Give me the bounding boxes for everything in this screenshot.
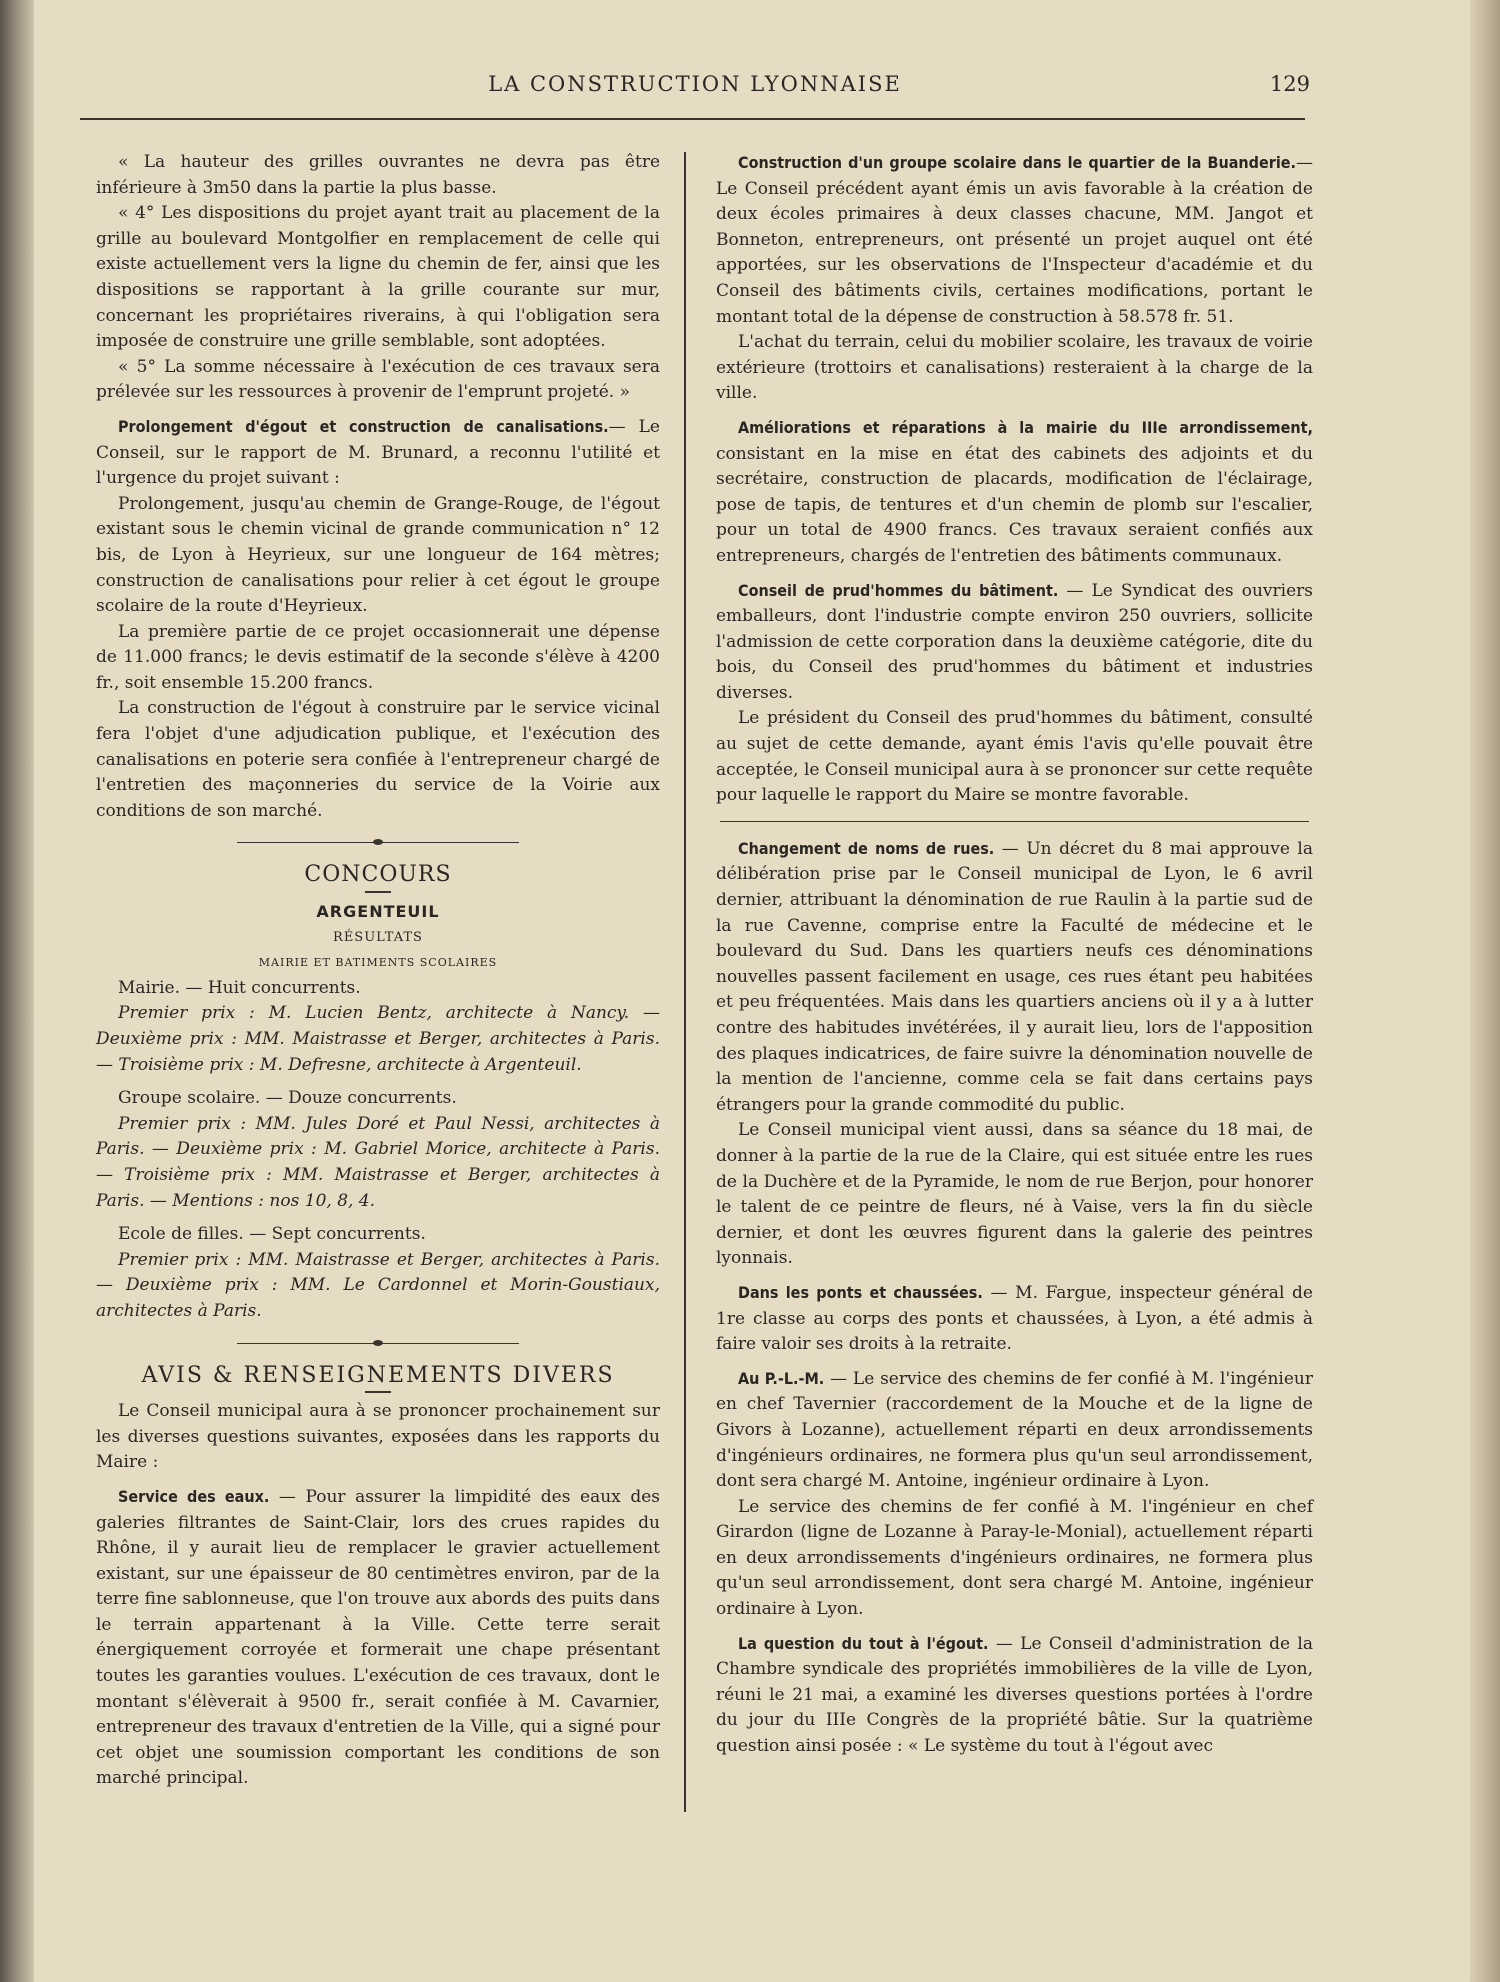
article-ponts-chaussees bbox=[716, 1280, 1313, 1358]
paragraph: Le Conseil municipal aura à se prononcer prochainement sur les diverses questions suivantes, exposées dans les rapports du Maire : bbox=[96, 1401, 660, 1473]
article-prolongement-egout bbox=[96, 414, 660, 492]
section-separator bbox=[96, 832, 660, 854]
article-text: — M. Fargue, inspecteur général de 1re classe au corps des ponts et chaussées, à Lyon, a été admis à faire valoir ses droits à la retraite. bbox=[716, 1282, 1313, 1355]
competition-results: Premier prix : MM. Maistrasse et Berger, architectes à Paris. — Deuxième prix : MM. Le Cardonnel et Morin-Goustiaux, architectes à Paris. bbox=[96, 1249, 660, 1321]
paragraph: « La hauteur des grilles ouvrantes ne devra pas être inférieure à 3m50 dans la partie la plus basse. bbox=[96, 152, 660, 198]
article-mairie-iii bbox=[716, 415, 1313, 570]
article-heading: Dans les ponts et chaussées. bbox=[738, 1282, 983, 1302]
running-header bbox=[80, 72, 1310, 108]
competition-results: Premier prix : M. Lucien Bentz, architecte à Nancy. — Deuxième prix : MM. Maistrasse et Berger, architectes à Paris. — Troisième prix : M. Defresne, architecte à Argenteuil. bbox=[96, 1003, 660, 1075]
article-text: — Le service des chemins de fer confié à M. l'ingénieur en chef Tavernier (raccordement de la Mouche et de la ligne de Givors à Lozanne), actuellement réparti en deux arrondissements d'ingénieurs ordinaires, ne formera plus qu'un seul arrondissement, dont sera chargé M. Antoine, ingénieur ordinaire à Lyon. bbox=[716, 1368, 1313, 1492]
article-text: — Pour assurer la limpidité des eaux des galeries filtrantes de Saint-Clair, lors des crues rapides du Rhône, il y aurait lieu de remplacer le gravier actuellement existant, sur une épaisseur de 80 centimètres environ, par de la terre fine sablonneuse, que l'on trouve aux abords des puits dans le terrain appartenant à la Ville. Cette terre serait énergiquement corroyée et formerait une chape présentant toutes les garanties voulues. L'exécution de ces travaux, dont le montant s'élèverait à 9500 fr., serait confiée à M. Cavarnier, entrepreneur des travaux d'entretien de la Ville, qui a signé pour cet objet une soumission comportant les conditions de son marché principal. bbox=[96, 1486, 660, 1789]
right-column bbox=[716, 150, 1313, 1760]
article-heading: La question du tout à l'égout. bbox=[738, 1633, 989, 1653]
paragraph: Le service des chemins de fer confié à M. l'ingénieur en chef Girardon (ligne de Lozanne à Paray-le-Monial), actuellement réparti en deux arrondissements d'ingénieurs ordinaires, ne formera plus qu'un seul arrondissement, dont sera chargé M. Antoine, ingénieur ordinaire à Lyon. bbox=[716, 1496, 1313, 1620]
article-text: — Le Conseil, sur le rapport de M. Brunard, a reconnu l'utilité et l'urgence du projet suivant : bbox=[96, 416, 660, 489]
article-heading: Conseil de prud'hommes du bâtiment. bbox=[738, 580, 1059, 600]
column-divider bbox=[684, 152, 686, 1812]
article-heading: Construction d'un groupe scolaire dans le quartier de la Buanderie. bbox=[738, 153, 1296, 172]
article-heading: Prolongement d'égout et construction de canalisations. bbox=[118, 416, 609, 436]
article-heading: Au P.-L.-M. bbox=[738, 1368, 825, 1388]
journal-title: LA CONSTRUCTION LYONNAISE bbox=[488, 72, 902, 96]
paragraph: Le président du Conseil des prud'hommes du bâtiment, consulté au sujet de cette demande, ayant émis l'avis qu'elle pouvait être acceptée, le Conseil municipal aura à se prononcer sur cette requête pour laquelle le rapport du Maire se montre favorable. bbox=[716, 708, 1313, 806]
section-title-concours: CONCOURS bbox=[304, 862, 452, 888]
page-edge-right bbox=[1470, 0, 1500, 1982]
header-rule bbox=[80, 118, 1305, 120]
competition-results: Premier prix : MM. Jules Doré et Paul Nessi, architectes à Paris. — Deuxième prix : M. Gabriel Morice, architecte à Paris. — Troisième prix : MM. Maistrasse et Berger, architectes à Paris. — Mentions : nos 10, 8, 4. bbox=[96, 1113, 660, 1211]
article-heading: Améliorations et réparations à la mairie du IIIe arrondissement, bbox=[738, 417, 1313, 437]
article-prudhommes bbox=[716, 578, 1313, 707]
article-text: — Le Conseil précédent ayant émis un avis favorable à la création de deux écoles primaires à deux classes chacune, MM. Jangot et Bonneton, entrepreneurs, ont présenté un projet auquel ont été apportées, sur les observations de l'Inspecteur d'académie et du Conseil des bâtiments civils, certaines modifications, portant le montant total de la dépense de construction à 58.578 fr. 51. bbox=[716, 153, 1313, 327]
paragraph: La construction de l'égout à construire par le service vicinal fera l'objet d'une adjudication publique, et l'exécution des canalisations en poterie sera confiée à l'entrepreneur chargé de l'entretien des maçonneries du service de la Voirie aux conditions de son marché. bbox=[96, 698, 660, 821]
section-separator bbox=[96, 1333, 660, 1355]
article-text: — Le Conseil d'administration de la Chambre syndicale des propriétés immobilières de la ville de Lyon, réuni le 21 mai, a examiné les diverses questions portées à l'ordre du jour du IIIe Congrès de la propriété bâtie. Sur la quatrième question ainsi posée : « Le système du tout à l'égout avec bbox=[716, 1633, 1313, 1757]
paragraph: L'achat du terrain, celui du mobilier scolaire, les travaux de voirie extérieure (trottoirs et canalisations) resteraient à la charge de la ville. bbox=[716, 332, 1313, 404]
competition-entry: Mairie. — Huit concurrents. bbox=[118, 977, 361, 998]
article-text: — Un décret du 8 mai approuve la délibération prise par le Conseil municipal de Lyon, le 6 avril dernier, attribuant la dénomination de rue Raulin à la partie sud de la rue Cavenne, comprise entre la Faculté de médecine et le boulevard du Sud. Dans les quartiers neufs ces dénominations nouvelles passent facilement en usage, ces rues étant peu habitées et peu fréquentées. Mais dans les quartiers anciens où il y a à lutter contre des habitudes invétérées, il y aurait lieu, lors de l'apposition des plaques indicatrices, de faire suivre la dénomination nouvelle de la mention de l'ancienne, comme cela se fait dans certains pays étrangers pour la grande commodité du public. bbox=[716, 838, 1313, 1115]
competition-entry: Ecole de filles. — Sept concurrents. bbox=[118, 1224, 426, 1245]
title-underline bbox=[365, 1391, 391, 1393]
article-groupe-scolaire bbox=[716, 150, 1313, 330]
article-service-eaux bbox=[96, 1484, 660, 1792]
paragraph: Le Conseil municipal vient aussi, dans sa séance du 18 mai, de donner à la partie de la rue de la Claire, qui est située entre les rues de la Duchère et de la Pyramide, le nom de rue Berjon, pour honorer le talent de ce peintre de fleurs, né à Vaise, vers la fin du siècle dernier, et dont les œuvres figurent dans la galerie des peintres lyonnais. bbox=[716, 1120, 1313, 1269]
section-title-avis: AVIS & RENSEIGNEMENTS DIVERS bbox=[141, 1362, 615, 1388]
binding-edge-left bbox=[0, 0, 34, 1982]
section-rule bbox=[720, 821, 1309, 822]
article-plm bbox=[716, 1366, 1313, 1495]
subsection-mairie-batiments: MAIRIE ET BATIMENTS SCOLAIRES bbox=[258, 956, 498, 970]
article-tout-a-legout bbox=[716, 1631, 1313, 1760]
subsection-resultats: RÉSULTATS bbox=[333, 929, 423, 945]
article-text: — Le Syndicat des ouvriers emballeurs, dont l'industrie compte environ 250 ouvriers, sollicite l'admission de cette corporation dans la deuxième catégorie, dite du bois, du Conseil des prud'hommes du bâtiment et industries diverses. bbox=[716, 580, 1314, 703]
article-heading: Service des eaux. bbox=[118, 1486, 270, 1506]
paragraph: Prolongement, jusqu'au chemin de Grange-Rouge, de l'égout existant sous le chemin vicinal de grande communication n° 12 bis, de Lyon à Heyrieux, sur une longueur de 164 mètres; construction de canalisations pour relier à cet égout le groupe scolaire de la route d'Heyrieux. bbox=[96, 493, 660, 617]
paragraph: « 5° La somme nécessaire à l'exécution de ces travaux sera prélevée sur les ressources à provenir de l'emprunt projeté. » bbox=[96, 356, 660, 403]
left-column bbox=[96, 150, 660, 1792]
title-underline bbox=[365, 891, 391, 893]
paragraph: « 4° Les dispositions du projet ayant trait au placement de la grille au boulevard Montgolfier en remplacement de celle qui existe actuellement vers la ligne du chemin de fer, ainsi que les dispositions se rapportant à la grille courante sur mur, concernant les propriétaires riverains, à qui l'obligation sera imposée de construire une grille semblable, sont adoptées. bbox=[96, 203, 660, 352]
competition-entry: Groupe scolaire. — Douze concurrents. bbox=[118, 1088, 457, 1109]
paragraph: La première partie de ce projet occasionnerait une dépense de 11.000 francs; le devis estimatif de la seconde s'élève à 4200 fr., soit ensemble 15.200 francs. bbox=[96, 621, 660, 693]
subsection-title-argenteuil: ARGENTEUIL bbox=[316, 902, 440, 922]
article-text: consistant en la mise en état des cabinets des adjoints et du secrétaire, construction de placards, modification de l'éclairage, pose de tapis, de tentures et d'un chemin de plomb sur l'escalier, pour un total de 4900 francs. Ces travaux seraient confiés aux entrepreneurs, chargés de l'entretien des bâtiments communaux. bbox=[716, 443, 1313, 566]
article-heading: Changement de noms de rues. bbox=[738, 838, 995, 858]
page-number: 129 bbox=[1269, 72, 1310, 96]
article-noms-rues bbox=[716, 836, 1313, 1119]
